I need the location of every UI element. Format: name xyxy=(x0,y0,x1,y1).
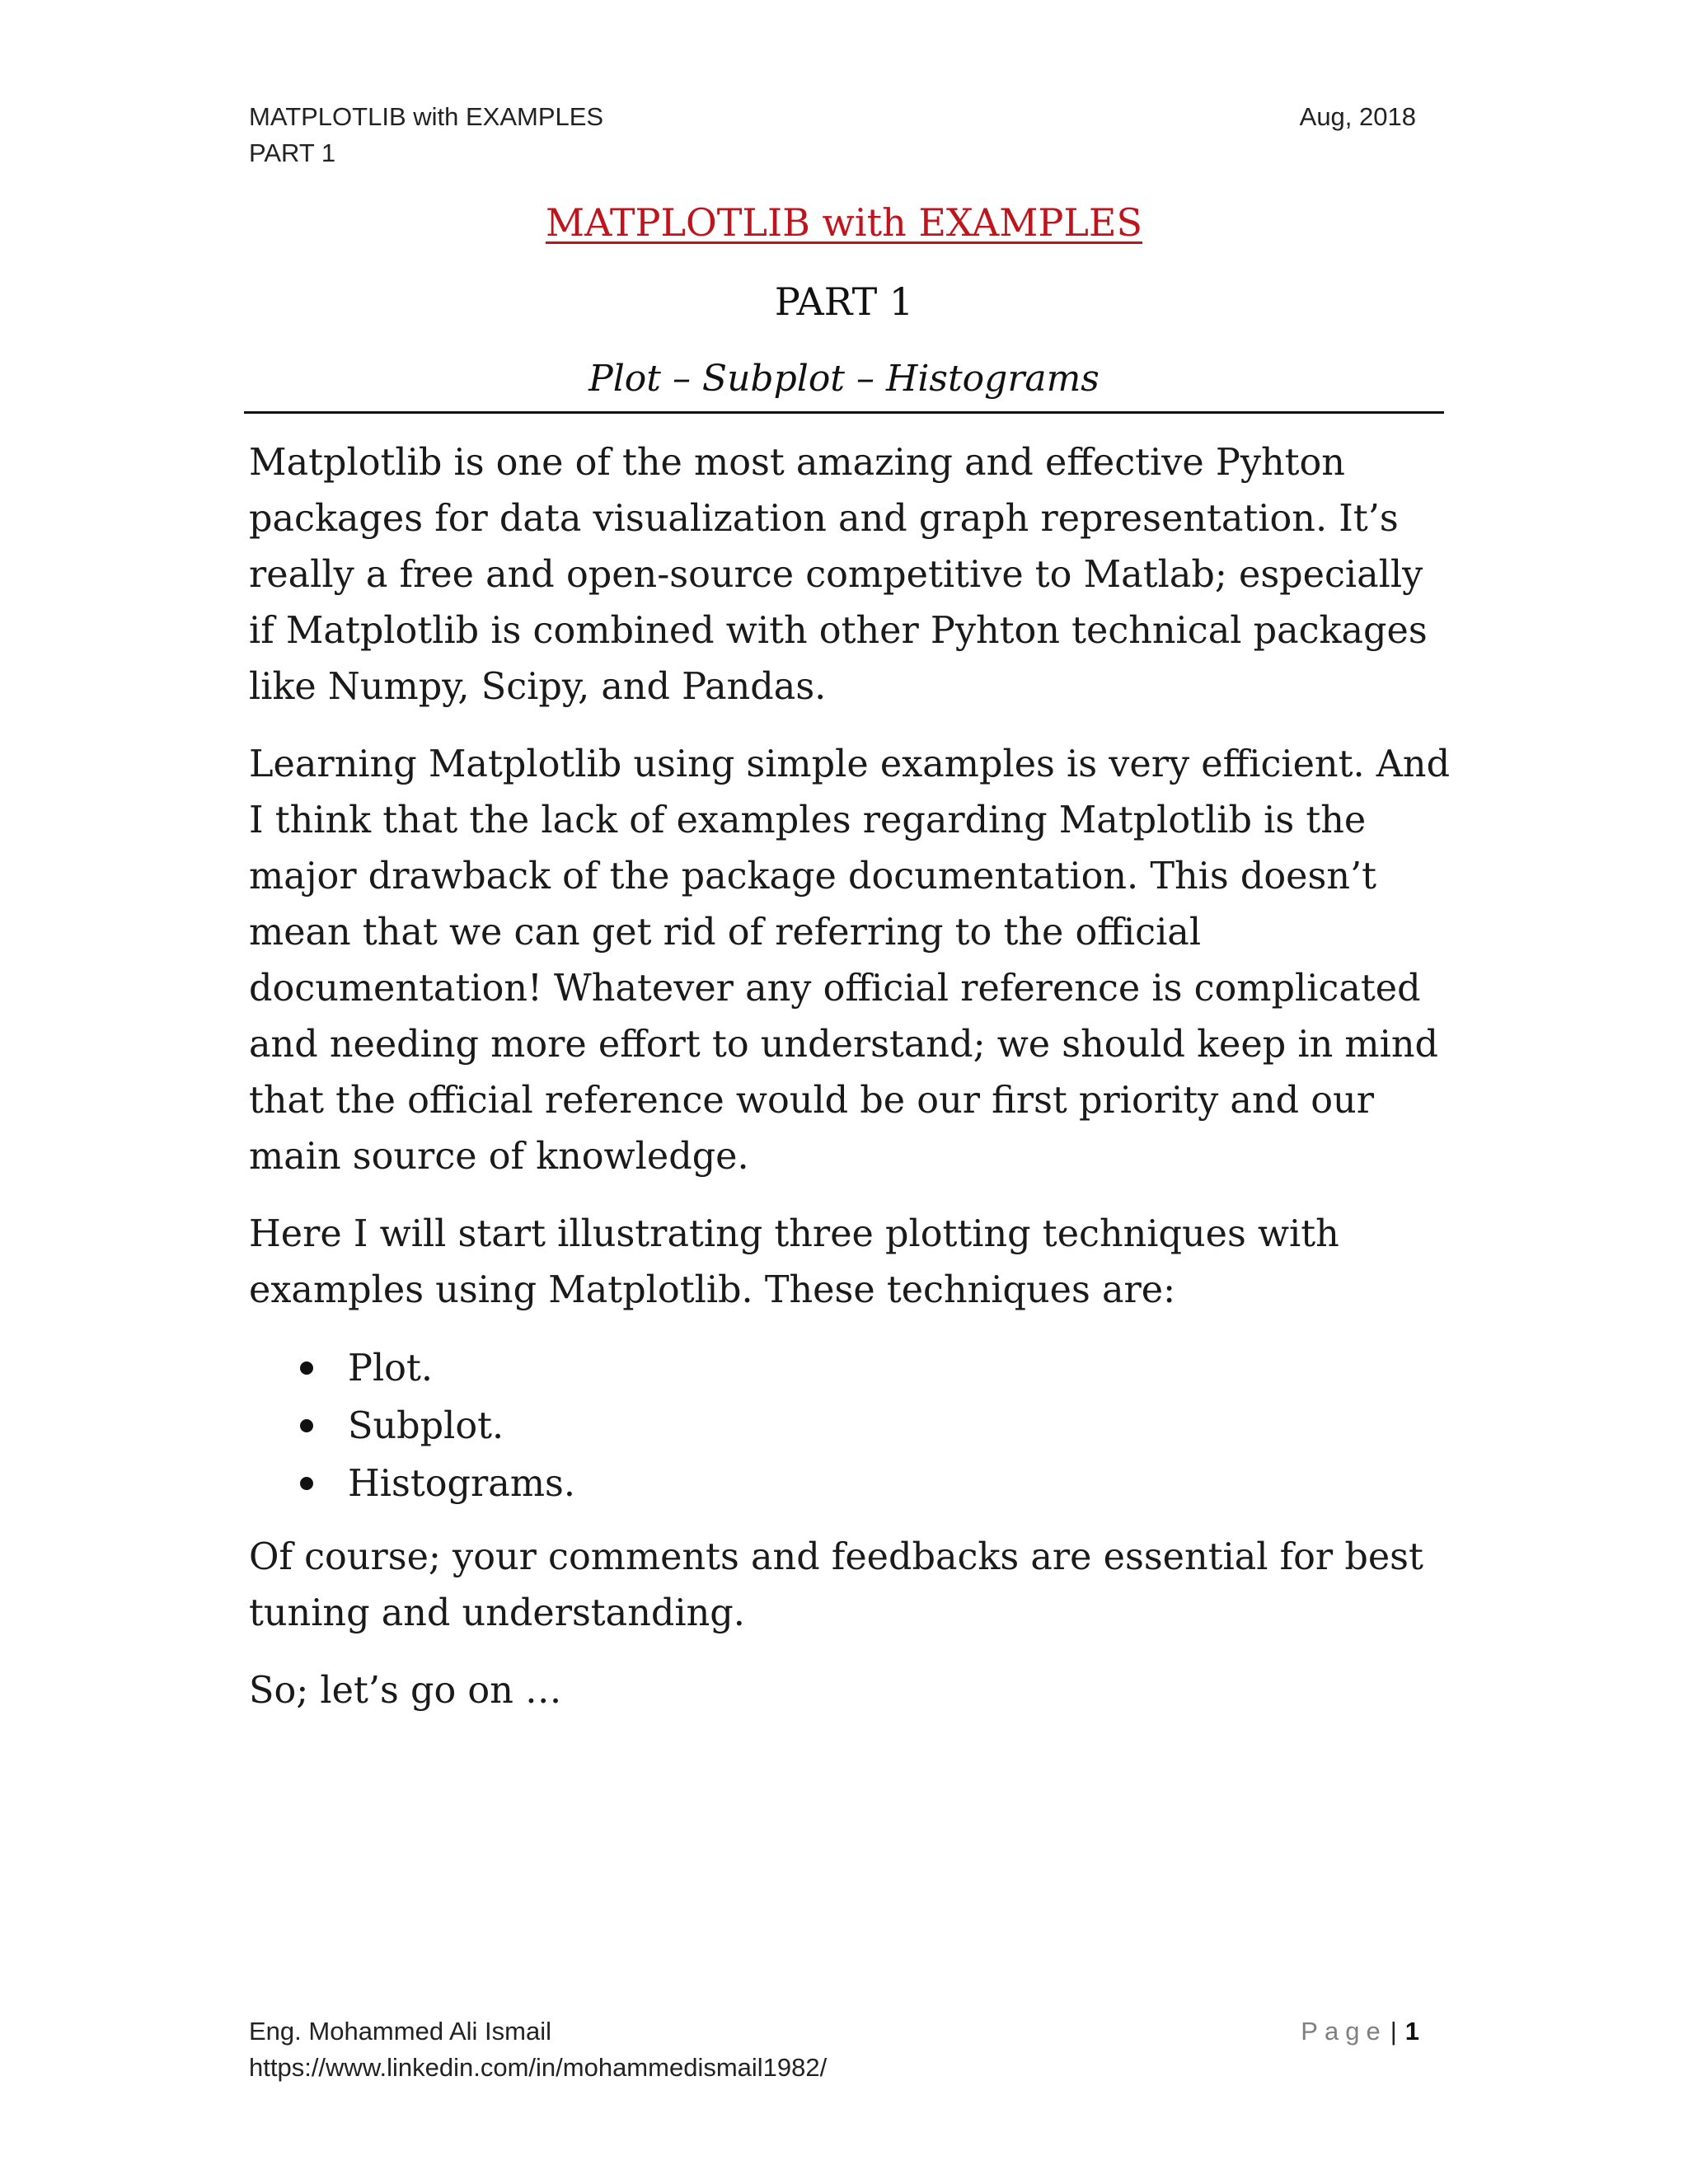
page-label: Page xyxy=(1301,2017,1387,2046)
body-text xyxy=(249,435,1452,1741)
subtitle: Plot – Subplot – Histograms xyxy=(588,358,1100,400)
paragraph-feedback: Of course; your comments and feedbacks are essential for best tuning and understanding. xyxy=(249,1536,1423,1634)
part-heading: PART 1 xyxy=(774,279,914,324)
heading-divider xyxy=(244,411,1444,414)
list-item-label: Subplot. xyxy=(348,1405,504,1447)
bullet-icon xyxy=(300,1419,313,1432)
paragraph-techniques-intro: Here I will start illustrating three plotting techniques with examples using Matplotlib. These techniques are: xyxy=(249,1213,1339,1311)
paragraph-learning: Learning Matplotlib using simple examples is very efficient. And I think that the lack of examples regarding Matplotlib is the major drawback of the package documentation. This doesn’t mean that we can get rid of referring to the official documentation! Whatever any official reference is complicated and needing more effort to understand; we should keep in mind that the official reference would be our first priority and our main source of knowledge. xyxy=(249,743,1451,1178)
page-separator: | xyxy=(1390,2017,1397,2046)
header-part: PART 1 xyxy=(249,138,336,167)
header-date: Aug, 2018 xyxy=(1299,102,1416,131)
header-title: MATPLOTLIB with EXAMPLES xyxy=(249,102,604,131)
bullet-icon xyxy=(300,1361,313,1375)
footer-author: Eng. Mohammed Ali Ismail xyxy=(249,2017,551,2046)
document-title: MATPLOTLIB with EXAMPLES xyxy=(546,200,1142,245)
page-indicator xyxy=(1301,2013,1419,2050)
page-number: 1 xyxy=(1404,2017,1419,2046)
list-item xyxy=(249,1398,1452,1455)
bullet-icon xyxy=(300,1477,313,1490)
techniques-list xyxy=(249,1340,1452,1513)
footer-url[interactable]: https://www.linkedin.com/in/mohammedismail1982/ xyxy=(249,2053,828,2082)
list-item xyxy=(249,1340,1452,1398)
list-item xyxy=(249,1455,1452,1513)
running-header xyxy=(249,99,603,171)
list-item-label: Plot. xyxy=(348,1347,433,1390)
paragraph-closing: So; let’s go on … xyxy=(249,1670,562,1712)
list-item-label: Histograms. xyxy=(348,1463,576,1505)
paragraph-intro: Matplotlib is one of the most amazing and effective Pyhton packages for data visualization and graph representation. It’s really a free and open-source competitive to Matlab; especially if Matplotlib is combined with other Pyhton technical packages like Numpy, Scipy, and Pandas. xyxy=(249,442,1428,708)
running-footer xyxy=(249,2013,827,2086)
